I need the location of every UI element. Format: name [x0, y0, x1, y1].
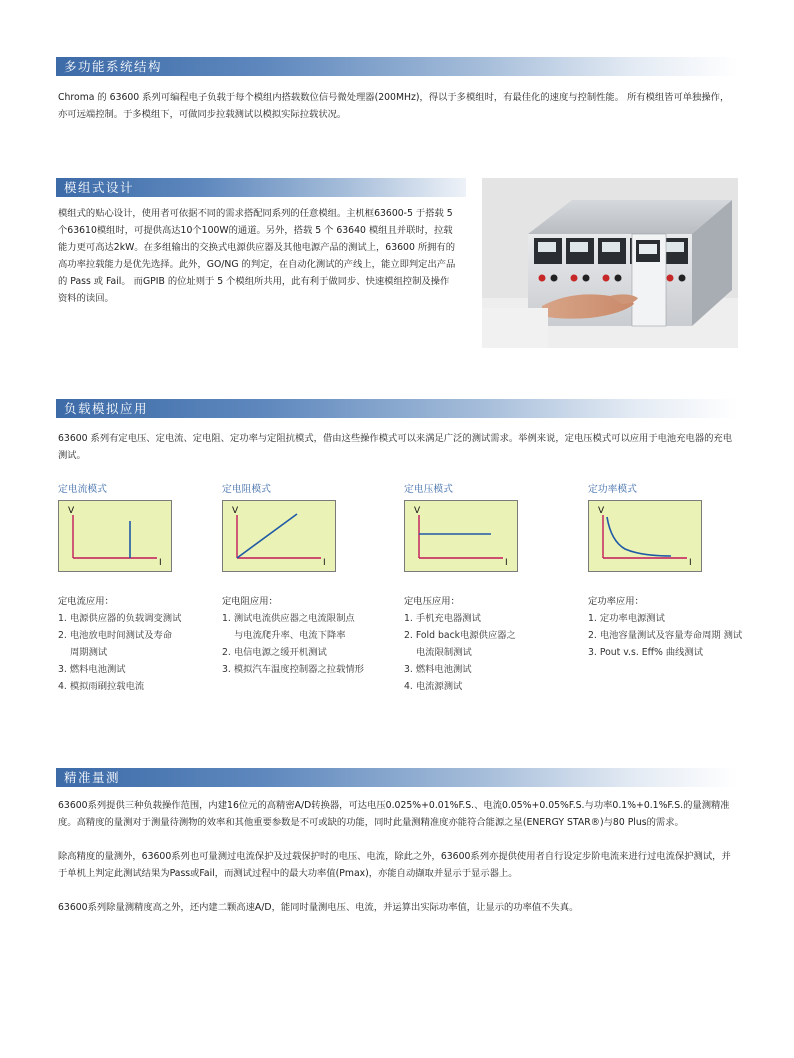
section-header-multi-function — [56, 57, 738, 76]
cr-curve — [237, 514, 297, 558]
section-header-precision-measurement — [56, 768, 738, 787]
axis-label-v: V — [232, 506, 239, 516]
cp-applications — [588, 593, 778, 661]
axis-label-v: V — [68, 506, 75, 516]
axis-label-v: V — [598, 506, 605, 516]
app-item: 2. Fold back电源供应器之 — [404, 630, 516, 641]
mode-title-cv: 定电压模式 — [404, 484, 453, 495]
axis-label-i: I — [689, 558, 692, 568]
paragraph-text: Chroma 的 63600 系列可编程电子负载于每个模组内搭载数位信号微处理器(200MHz)，得以于多模组时，有最佳化的速度与控制性能。 所有模组皆可单独操作，亦可远端控制。于多模组下，可做同步拉载测试以模拟实际拉载状况。 — [58, 92, 730, 120]
app-item: 2. 电池容量测试及容量寿命周期 测试 — [588, 630, 743, 641]
axis-label-i: I — [505, 558, 508, 568]
paragraph-text: 63600系列除量测精度高之外，还内建二颗高速A/D，能同时量测电压、电流，并运算出实际功率值，让显示的功率值不失真。 — [58, 902, 579, 913]
product-photo — [482, 178, 738, 348]
cr-applications — [222, 593, 402, 678]
app-item: 3. 燃料电池测试 — [404, 664, 472, 675]
app-title: 定功率应用： — [588, 596, 644, 607]
axis-label-i: I — [159, 558, 162, 568]
load-mainframe-image — [482, 178, 738, 348]
app-item: 3. 模拟汽车温度控制器之拉载情形 — [222, 664, 364, 675]
app-item: 4. 模拟雨刷拉载电流 — [58, 681, 145, 692]
section-title: 多功能系统结构 — [64, 59, 163, 74]
section-paragraphs — [58, 797, 738, 916]
cp-mode-graph — [588, 500, 702, 572]
mode-title-cp: 定功率模式 — [588, 484, 637, 495]
cc-mode-graph — [58, 500, 172, 572]
cp-curve — [607, 517, 671, 556]
app-item: 2. 电池放电时间测试及寿命 — [58, 630, 173, 641]
axis-label-i: I — [323, 558, 326, 568]
app-item: 电流限制测试 — [416, 647, 472, 658]
section-header-load-simulation — [56, 399, 738, 418]
cv-mode-graph — [404, 500, 518, 572]
mode-title-cc: 定电流模式 — [58, 484, 107, 495]
section-title: 模组式设计 — [64, 180, 135, 195]
cv-applications — [404, 593, 574, 695]
app-title: 定电阻应用： — [222, 596, 278, 607]
section-paragraph — [58, 430, 738, 464]
section-title: 精准量测 — [64, 770, 121, 785]
paragraph-text: 除高精度的量测外，63600系列也可量测过电流保护及过载保护时的电压、电流，除此之外，63600系列亦提供使用者自行设定步阶电流来进行过电流保护测试，并于单机上判定此测试结果为Pass或Fail，而测试过程中的最大功率值(Pmax)，亦能自动撷取并显示于显示器上。 — [58, 851, 731, 879]
paragraph-text: 63600系列提供三种负载操作范围，内建16位元的高精密A/D转换器，可达电压0.025%+0.01%F.S.、电流0.05%+0.05%F.S.与功率0.1%+0.1%F.S.的量测精准度。高精度的量测对于测量待测物的效率和其他重要参数是不可或缺的功能，同时此量测精准度亦能符合能源之星(ENERGY STAR®)与80 Plus的需求。 — [58, 800, 730, 828]
app-item: 2. 电信电源之缓开机测试 — [222, 647, 327, 658]
app-item: 3. Pout v.s. Eff% 曲线测试 — [588, 647, 704, 658]
axis-label-v: V — [414, 506, 421, 516]
app-item: 1. 手机充电器测试 — [404, 613, 481, 624]
app-item: 周期测试 — [70, 647, 108, 658]
cc-applications — [58, 593, 218, 695]
app-item: 1. 电源供应器的负载调变测试 — [58, 613, 182, 624]
cr-mode-graph — [222, 500, 336, 572]
section-paragraph — [58, 205, 456, 307]
app-item: 4. 电流源测试 — [404, 681, 463, 692]
section-title: 负载模拟应用 — [64, 401, 149, 416]
app-item: 1. 测试电流供应器之电流限制点 — [222, 613, 355, 624]
section-header-modular — [56, 178, 466, 197]
app-title: 定电压应用： — [404, 596, 460, 607]
app-item: 1. 定功率电源测试 — [588, 613, 665, 624]
mode-title-cr: 定电阻模式 — [222, 484, 271, 495]
paragraph-text: 模组式的贴心设计，使用者可依据不同的需求搭配同系列的任意模组。主机框63600-5 于搭载 5 个63610模组时，可提供高达10个100W的通道。另外，搭载 5 个 63640 模组且并联时，拉载能力更可高达2kW。在多组输出的交换式电源供应器及其他电源产品的测试上，63600 所拥有的高功率拉载能力是优先选择。此外，GO/NG 的判定，在自动化测试的产线上，能立即判定出产品的 Pass 或 Fail。 而GPIB 的位址则于 5 个模组所共用，此有利于做同步、快速模组控制及操作资料的读回。 — [58, 208, 456, 304]
paragraph-text: 63600 系列有定电压、定电流、定电阻、定功率与定阻抗模式，借由这些操作模式可以来满足广泛的测试需求。举例来说，定电压模式可以应用于电池充电器的充电测试。 — [58, 433, 733, 461]
section-paragraph — [58, 89, 738, 123]
app-item: 3. 燃料电池测试 — [58, 664, 126, 675]
app-item: 与电流爬升率、电流下降率 — [234, 630, 346, 641]
app-title: 定电流应用： — [58, 596, 114, 607]
